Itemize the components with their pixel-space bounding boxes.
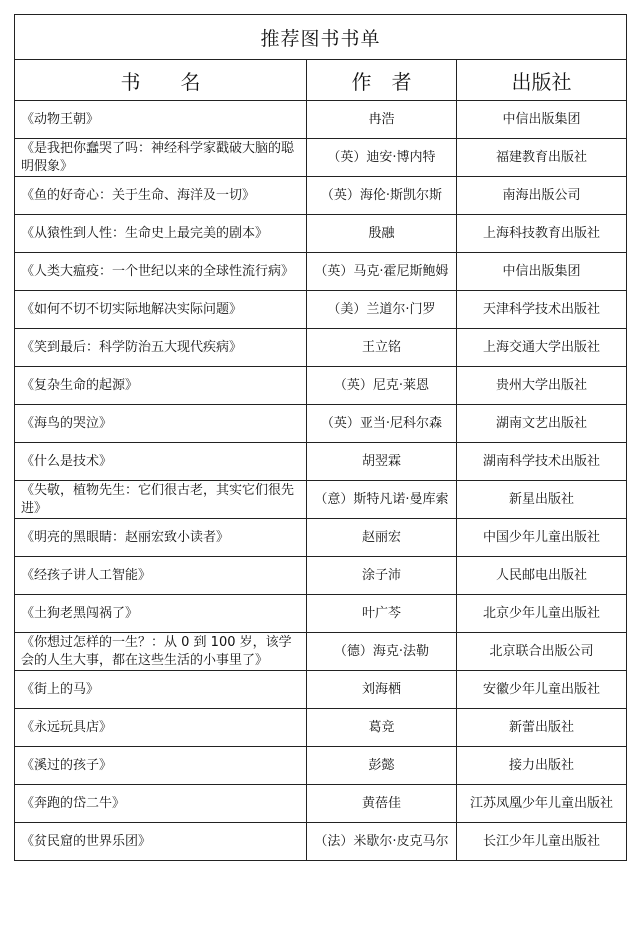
publisher-cell: 湖南文艺出版社 [457,405,627,443]
author-cell: 叶广芩 [307,595,457,633]
publisher-cell: 接力出版社 [457,747,627,785]
publisher-cell: 南海出版公司 [457,177,627,215]
book-list-table [14,14,627,861]
table-row [15,443,627,481]
table-row [15,595,627,633]
publisher-cell: 新蕾出版社 [457,709,627,747]
author-cell: （英）迪安·博内特 [307,139,457,177]
book-title-cell: 《你想过怎样的一生？：从 0 到 100 岁，该学会的人生大事，都在这些生活的小事里了》 [15,633,307,671]
author-cell: （英）亚当·尼科尔森 [307,405,457,443]
publisher-cell: 中国少年儿童出版社 [457,519,627,557]
book-title-cell: 《是我把你蠢哭了吗：神经科学家戳破大脑的聪明假象》 [15,139,307,177]
table-row [15,291,627,329]
author-cell: （美）兰道尔·门罗 [307,291,457,329]
book-title-cell: 《人类大瘟疫：一个世纪以来的全球性流行病》 [15,253,307,291]
table-body [15,101,627,861]
author-cell: 彭懿 [307,747,457,785]
author-cell: 冉浩 [307,101,457,139]
publisher-cell: 贵州大学出版社 [457,367,627,405]
table-title: 推荐图书书单 [15,15,627,60]
book-title-cell: 《复杂生命的起源》 [15,367,307,405]
publisher-cell: 新星出版社 [457,481,627,519]
book-list-sheet [14,14,626,861]
publisher-cell: 江苏凤凰少年儿童出版社 [457,785,627,823]
book-title-cell: 《鱼的好奇心：关于生命、海洋及一切》 [15,177,307,215]
book-title-cell: 《动物王朝》 [15,101,307,139]
author-cell: 王立铭 [307,329,457,367]
table-row [15,177,627,215]
book-title-cell: 《笑到最后：科学防治五大现代疾病》 [15,329,307,367]
table-row [15,253,627,291]
publisher-cell: 湖南科学技术出版社 [457,443,627,481]
header-publisher: 出版社 [457,60,627,101]
book-title-cell: 《失敬，植物先生：它们很古老，其实它们很先进》 [15,481,307,519]
table-row [15,519,627,557]
book-title-cell: 《什么是技术》 [15,443,307,481]
table-row [15,101,627,139]
author-cell: 葛竞 [307,709,457,747]
author-cell: （英）海伦·斯凯尔斯 [307,177,457,215]
author-cell: 胡翌霖 [307,443,457,481]
publisher-cell: 天津科学技术出版社 [457,291,627,329]
author-cell: 涂子沛 [307,557,457,595]
author-cell: （英）马克·霍尼斯鲍姆 [307,253,457,291]
publisher-cell: 人民邮电出版社 [457,557,627,595]
publisher-cell: 北京联合出版公司 [457,633,627,671]
table-row [15,633,627,671]
table-row [15,709,627,747]
author-cell: 殷融 [307,215,457,253]
table-row [15,405,627,443]
author-cell: 黄蓓佳 [307,785,457,823]
table-row [15,785,627,823]
publisher-cell: 中信出版集团 [457,253,627,291]
publisher-cell: 上海交通大学出版社 [457,329,627,367]
table-row [15,671,627,709]
title-row [15,15,627,60]
table-row [15,823,627,861]
book-title-cell: 《海鸟的哭泣》 [15,405,307,443]
publisher-cell: 中信出版集团 [457,101,627,139]
book-title-cell: 《经孩子讲人工智能》 [15,557,307,595]
table-row [15,139,627,177]
table-row [15,367,627,405]
author-cell: （意）斯特凡诺·曼库索 [307,481,457,519]
publisher-cell: 福建教育出版社 [457,139,627,177]
author-cell: 赵丽宏 [307,519,457,557]
header-book: 书 名 [15,60,307,101]
table-row [15,557,627,595]
table-row [15,747,627,785]
author-cell: （法）米歇尔·皮克马尔 [307,823,457,861]
publisher-cell: 安徽少年儿童出版社 [457,671,627,709]
header-author: 作 者 [307,60,457,101]
book-title-cell: 《永远玩具店》 [15,709,307,747]
publisher-cell: 长江少年儿童出版社 [457,823,627,861]
table-row [15,329,627,367]
book-title-cell: 《如何不切不切实际地解决实际问题》 [15,291,307,329]
publisher-cell: 上海科技教育出版社 [457,215,627,253]
publisher-cell: 北京少年儿童出版社 [457,595,627,633]
table-row [15,215,627,253]
author-cell: （英）尼克·莱恩 [307,367,457,405]
book-title-cell: 《溪过的孩子》 [15,747,307,785]
book-title-cell: 《土狗老黑闯祸了》 [15,595,307,633]
author-cell: （德）海克·法勒 [307,633,457,671]
author-cell: 刘海栖 [307,671,457,709]
book-title-cell: 《明亮的黑眼睛：赵丽宏致小读者》 [15,519,307,557]
book-title-cell: 《奔跑的岱二牛》 [15,785,307,823]
book-title-cell: 《街上的马》 [15,671,307,709]
header-row [15,60,627,101]
book-title-cell: 《从猿性到人性：生命史上最完美的剧本》 [15,215,307,253]
table-row [15,481,627,519]
book-title-cell: 《贫民窟的世界乐团》 [15,823,307,861]
